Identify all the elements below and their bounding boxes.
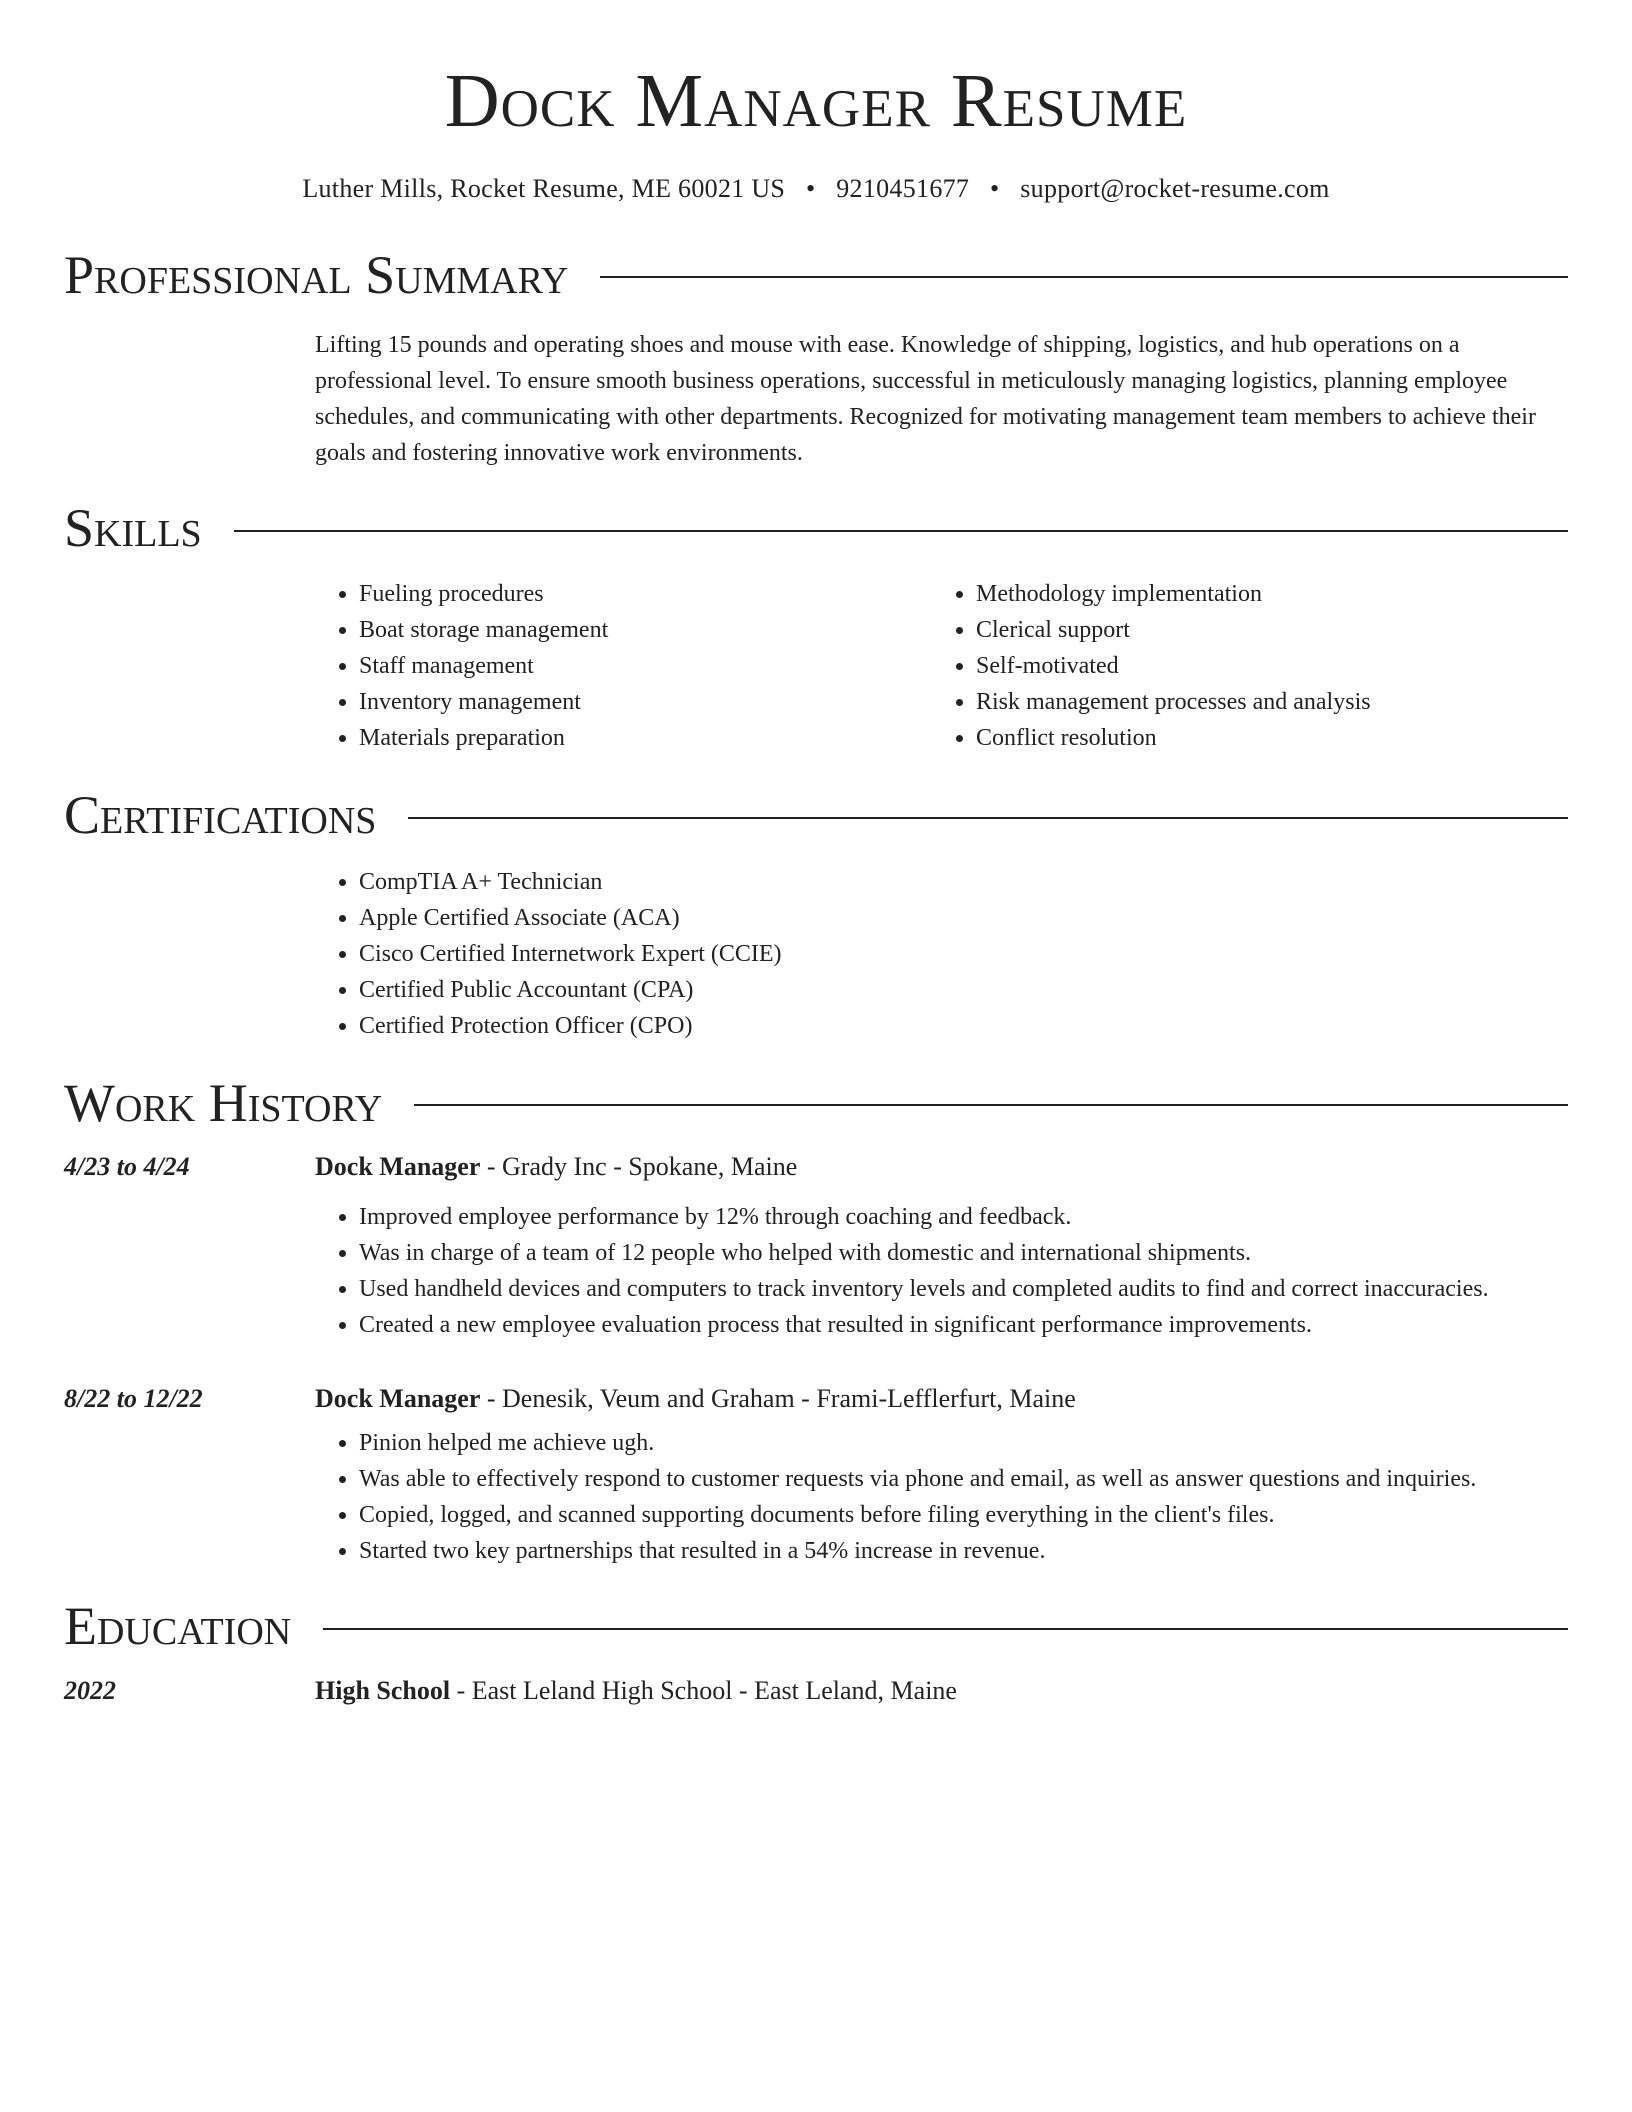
skill-item: • Inventory management [359,684,932,720]
skill-item: • Conflict resolution [976,720,1568,756]
job-role: Dock Manager [315,1152,481,1182]
job-entry [64,1149,1568,1343]
job-dates: 8/22 to 12/22 [64,1384,203,1414]
certification-item: • Certified Public Accountant (CPA) [359,972,1568,1008]
job-bullets [315,1425,1568,1569]
job-bullets [315,1199,1568,1343]
skill-item: • Fueling procedures [359,576,932,612]
skills-heading: Skills [64,497,202,558]
certifications-heading: Certifications [64,785,377,846]
job-bullet: • Was able to effectively respond to customer requests via phone and email, as well as answer questions and inquiries. [359,1461,1568,1497]
certifications-body [315,864,1568,1044]
skills-body [315,576,1568,756]
section-divider [408,817,1568,819]
certification-item: • CompTIA A+ Technician [359,864,1568,900]
job-bullet: • Was in charge of a team of 12 people who helped with domestic and international shipments. [359,1235,1568,1271]
job-bullet: • Improved employee performance by 12% through coaching and feedback. [359,1199,1568,1235]
job-content [315,1381,1568,1569]
skills-section-header [64,499,1568,558]
summary-body [315,327,1568,471]
section-divider [234,530,1568,532]
education-heading: Education [64,1596,292,1657]
skill-item: • Boat storage management [359,612,932,648]
education-school: - East Leland High School - East Leland, Maine [450,1675,957,1705]
job-role: Dock Manager [315,1384,481,1414]
job-entry [64,1381,1568,1569]
skill-item: • Self-motivated [976,648,1568,684]
job-bullet: • Pinion helped me achieve ugh. [359,1425,1568,1461]
education-degree: High School [315,1675,451,1705]
job-bullet: • Created a new employee evaluation process that resulted in significant performance improvements. [359,1307,1568,1343]
skill-item: • Methodology implementation [976,576,1568,612]
job-employer: - Grady Inc - Spokane, Maine [480,1152,798,1182]
section-divider [600,276,1568,278]
job-employer: - Denesik, Veum and Graham - Frami-Lefflerfurt, Maine [480,1384,1076,1414]
contact-address: Luther Mills, Rocket Resume, ME 60021 US [302,173,786,203]
education-content [315,1673,1568,1709]
summary-section-header [64,246,1568,305]
certifications-list [315,864,1568,1044]
section-divider [323,1628,1568,1630]
skill-item: • Staff management [359,648,932,684]
skills-list-left [315,576,932,756]
certifications-section-header [64,786,1568,845]
certification-item: • Certified Protection Officer (CPO) [359,1008,1568,1044]
contact-phone: 9210451677 [836,173,970,203]
education-year: 2022 [64,1675,116,1705]
certification-item: • Apple Certified Associate (ACA) [359,900,1568,936]
contact-line [64,174,1568,204]
skill-item: • Risk management processes and analysis [976,684,1568,720]
skills-list-right [932,576,1568,756]
job-heading [315,1149,1568,1185]
page-title: Dock Manager Resume [444,59,1188,143]
education-entry [64,1673,1568,1709]
certification-item: • Cisco Certified Internetwork Expert (CCIE) [359,936,1568,972]
education-section-header [64,1597,1568,1656]
section-divider [414,1104,1568,1106]
contact-email: support@rocket-resume.com [1020,173,1330,203]
contact-separator: • [990,173,1000,203]
contact-separator: • [806,173,816,203]
skill-item: • Clerical support [976,612,1568,648]
summary-text: Lifting 15 pounds and operating shoes and mouse with ease. Knowledge of shipping, logistics, and hub operations on a professional level. To ensure smooth business operations, successful in meticulously managing logistics, planning employee schedules, and communicating with other departments. Recognized for motivating management team members to achieve their goals and fostering innovative work environments. [315,331,1536,466]
education-heading-line [315,1673,1568,1709]
job-dates: 4/23 to 4/24 [64,1152,190,1182]
job-bullet: • Started two key partnerships that resulted in a 54% increase in revenue. [359,1533,1568,1569]
job-content [315,1149,1568,1343]
summary-heading: Professional Summary [64,244,569,305]
job-bullet: • Used handheld devices and computers to track inventory levels and completed audits to find and correct inaccuracies. [359,1271,1568,1307]
work-heading: Work History [64,1072,383,1133]
job-heading [315,1381,1568,1417]
work-section-header [64,1074,1568,1133]
job-bullet: • Copied, logged, and scanned supporting documents before filing everything in the client's files. [359,1497,1568,1533]
skill-item: • Materials preparation [359,720,932,756]
